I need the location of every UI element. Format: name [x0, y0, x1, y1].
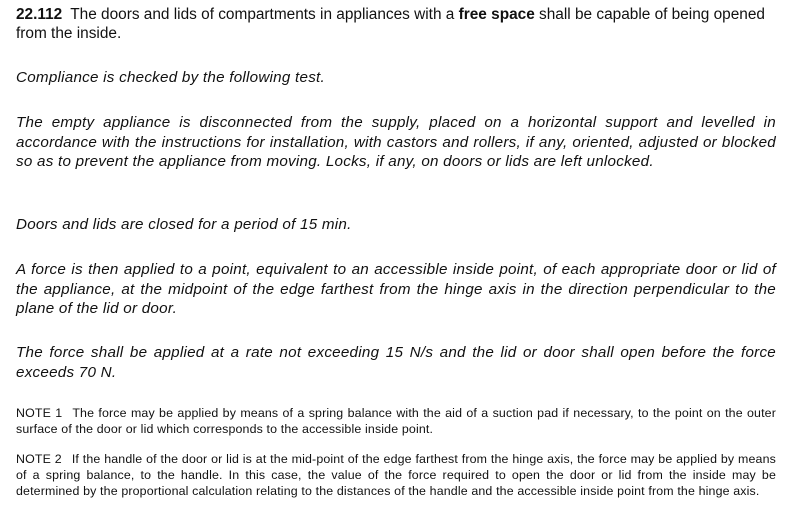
- force-rate-paragraph: The force shall be applied at a rate not exceeding 15 N/s and the lid or door shall open before the force exceeds 70 N.: [16, 344, 776, 381]
- force-application-paragraph: A force is then applied to a point, equivalent to an accessible inside point, of each appropriate door or lid of the appliance, at the midpoint of the edge farthest from the hinge axis in the direction perpendicular to the plane of the lid or door.: [16, 261, 776, 317]
- clause-text-before: The doors and lids of compartments in appliances with a: [70, 6, 459, 23]
- note-1-text: The force may be applied by means of a spring balance with the aid of a suction pad if necessary, to the point on the outer surface of the door or lid which corresponds to the accessible inside point.: [16, 406, 777, 436]
- note-1: [16, 405, 776, 437]
- clause-heading: [16, 5, 776, 43]
- clause-bold-term: free space: [458, 6, 535, 23]
- test-setup-paragraph: The empty appliance is disconnected from the supply, placed on a horizontal support and levelled in accordance with the instructions for installation, with castors and rollers, if any, oriented, adjusted or blocked so as to prevent the appliance from moving. Locks, if any, on doors or lids are left unlocked.: [16, 114, 776, 170]
- closure-period-paragraph: Doors and lids are closed for a period of 15 min.: [16, 216, 352, 233]
- compliance-paragraph: Compliance is checked by the following test.: [16, 69, 325, 86]
- clause-number: 22.112: [16, 6, 63, 23]
- note-2: [16, 451, 776, 499]
- note-1-label: NOTE 1: [16, 406, 63, 420]
- clause-text-after: shall be capable of being opened from the inside.: [16, 6, 765, 42]
- note-2-label: NOTE 2: [16, 452, 62, 466]
- note-2-text: If the handle of the door or lid is at the mid-point of the edge farthest from the hinge axis, the force may be applied by means of a spring balance, to the handle. In this case, the value of the force required to open the door or lid from the inside may be determined by the proportional calculation relating to the distances of the handle and the accessible inside point from the hinge axis.: [16, 452, 776, 498]
